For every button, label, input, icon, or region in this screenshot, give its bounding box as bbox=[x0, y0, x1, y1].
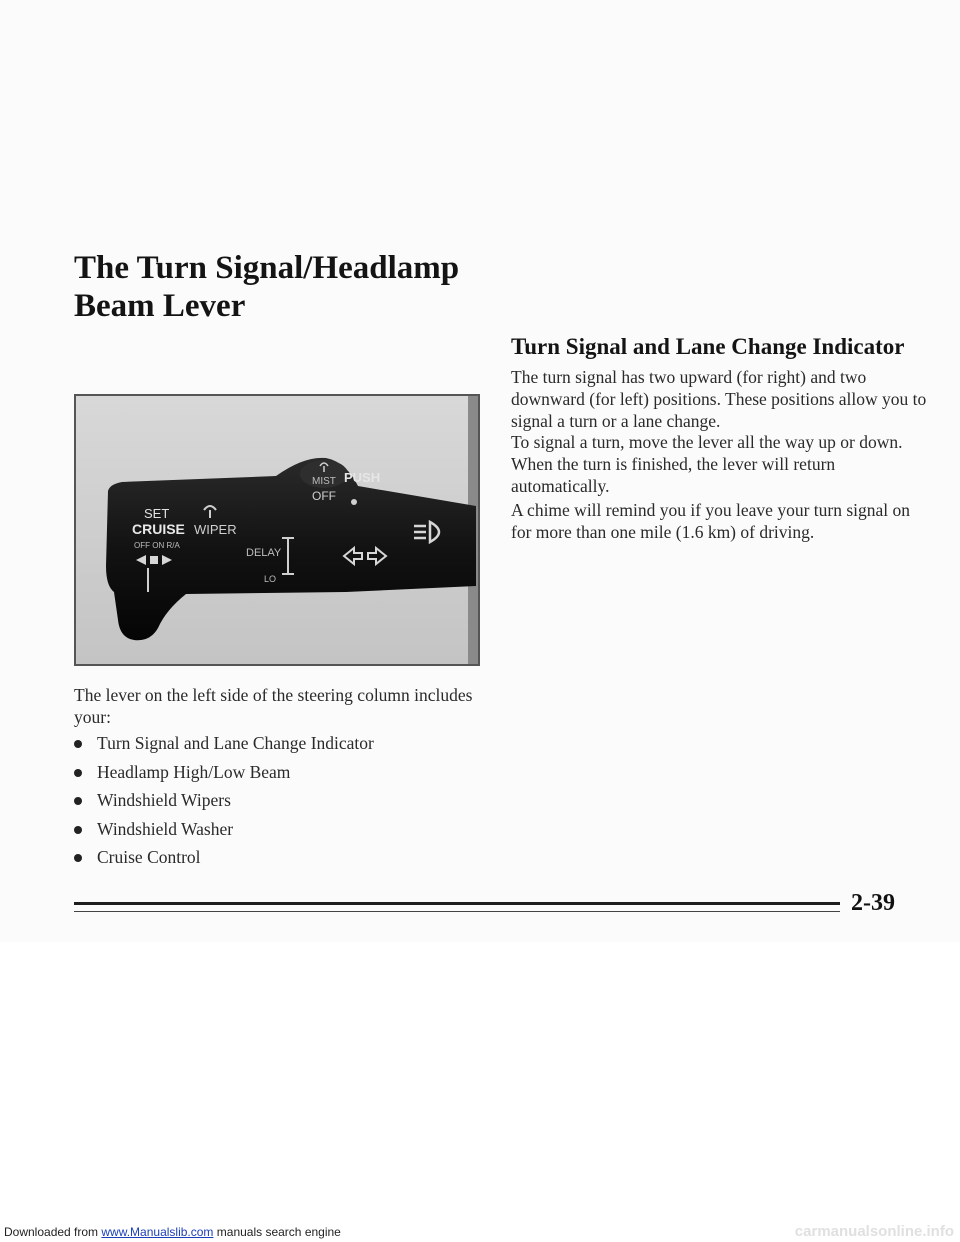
list-item: Windshield Washer bbox=[74, 818, 474, 847]
list-item: Turn Signal and Lane Change Indicator bbox=[74, 732, 474, 761]
bullet-icon bbox=[74, 740, 82, 748]
list-item: Headlamp High/Low Beam bbox=[74, 761, 474, 790]
section-title-turn-signal-lever: The Turn Signal/Headlamp Beam Lever bbox=[74, 250, 460, 324]
lever-features-list bbox=[74, 732, 474, 875]
section-title-lane-change: Turn Signal and Lane Change Indicator bbox=[511, 334, 905, 359]
download-footer: Downloaded from www.Manualslib.com manuals search engine bbox=[4, 1225, 341, 1239]
cruise-label: CRUISE bbox=[132, 521, 185, 537]
bullet-icon bbox=[74, 797, 82, 805]
cruise-set-label: SET bbox=[144, 506, 170, 521]
wiper-mist-label: MIST bbox=[312, 476, 336, 487]
manualslib-link[interactable]: www.Manualslib.com bbox=[101, 1225, 214, 1239]
footer-rule-thick bbox=[74, 902, 840, 905]
washer-push-label: PUSH bbox=[344, 470, 381, 485]
wiper-label: WIPER bbox=[194, 522, 237, 537]
list-item: Cruise Control bbox=[74, 846, 474, 875]
wiper-delay-label: DELAY bbox=[246, 547, 282, 559]
bullet-icon bbox=[74, 826, 82, 834]
turn-signal-positions-text: The turn signal has two upward (for right) and two downward (for left) positions. These positions allow you to signal a turn or a lane change. bbox=[511, 367, 927, 431]
bullet-icon bbox=[74, 854, 82, 862]
lever-photo bbox=[74, 394, 480, 666]
page-number: 2-39 bbox=[851, 890, 895, 916]
list-item: Windshield Wipers bbox=[74, 789, 474, 818]
watermark-text: carmanualsonline.info bbox=[794, 1223, 954, 1240]
bullet-icon bbox=[74, 769, 82, 777]
cruise-off-on-label: OFF ON R/A bbox=[134, 541, 180, 550]
lever-intro-text: The lever on the left side of the steering column includes your: bbox=[74, 685, 473, 727]
signal-turn-text: To signal a turn, move the lever all the way up or down. When the turn is finished, the lever will return automatically. bbox=[511, 432, 903, 496]
off-position-dot bbox=[351, 499, 357, 505]
wiper-lo-label: LO bbox=[264, 574, 277, 584]
footer-rule-thin bbox=[74, 911, 840, 912]
wiper-off-label: OFF bbox=[312, 489, 336, 503]
chime-reminder-text: A chime will remind you if you leave your turn signal on for more than one mile (1.6 km) of driving. bbox=[511, 500, 911, 542]
